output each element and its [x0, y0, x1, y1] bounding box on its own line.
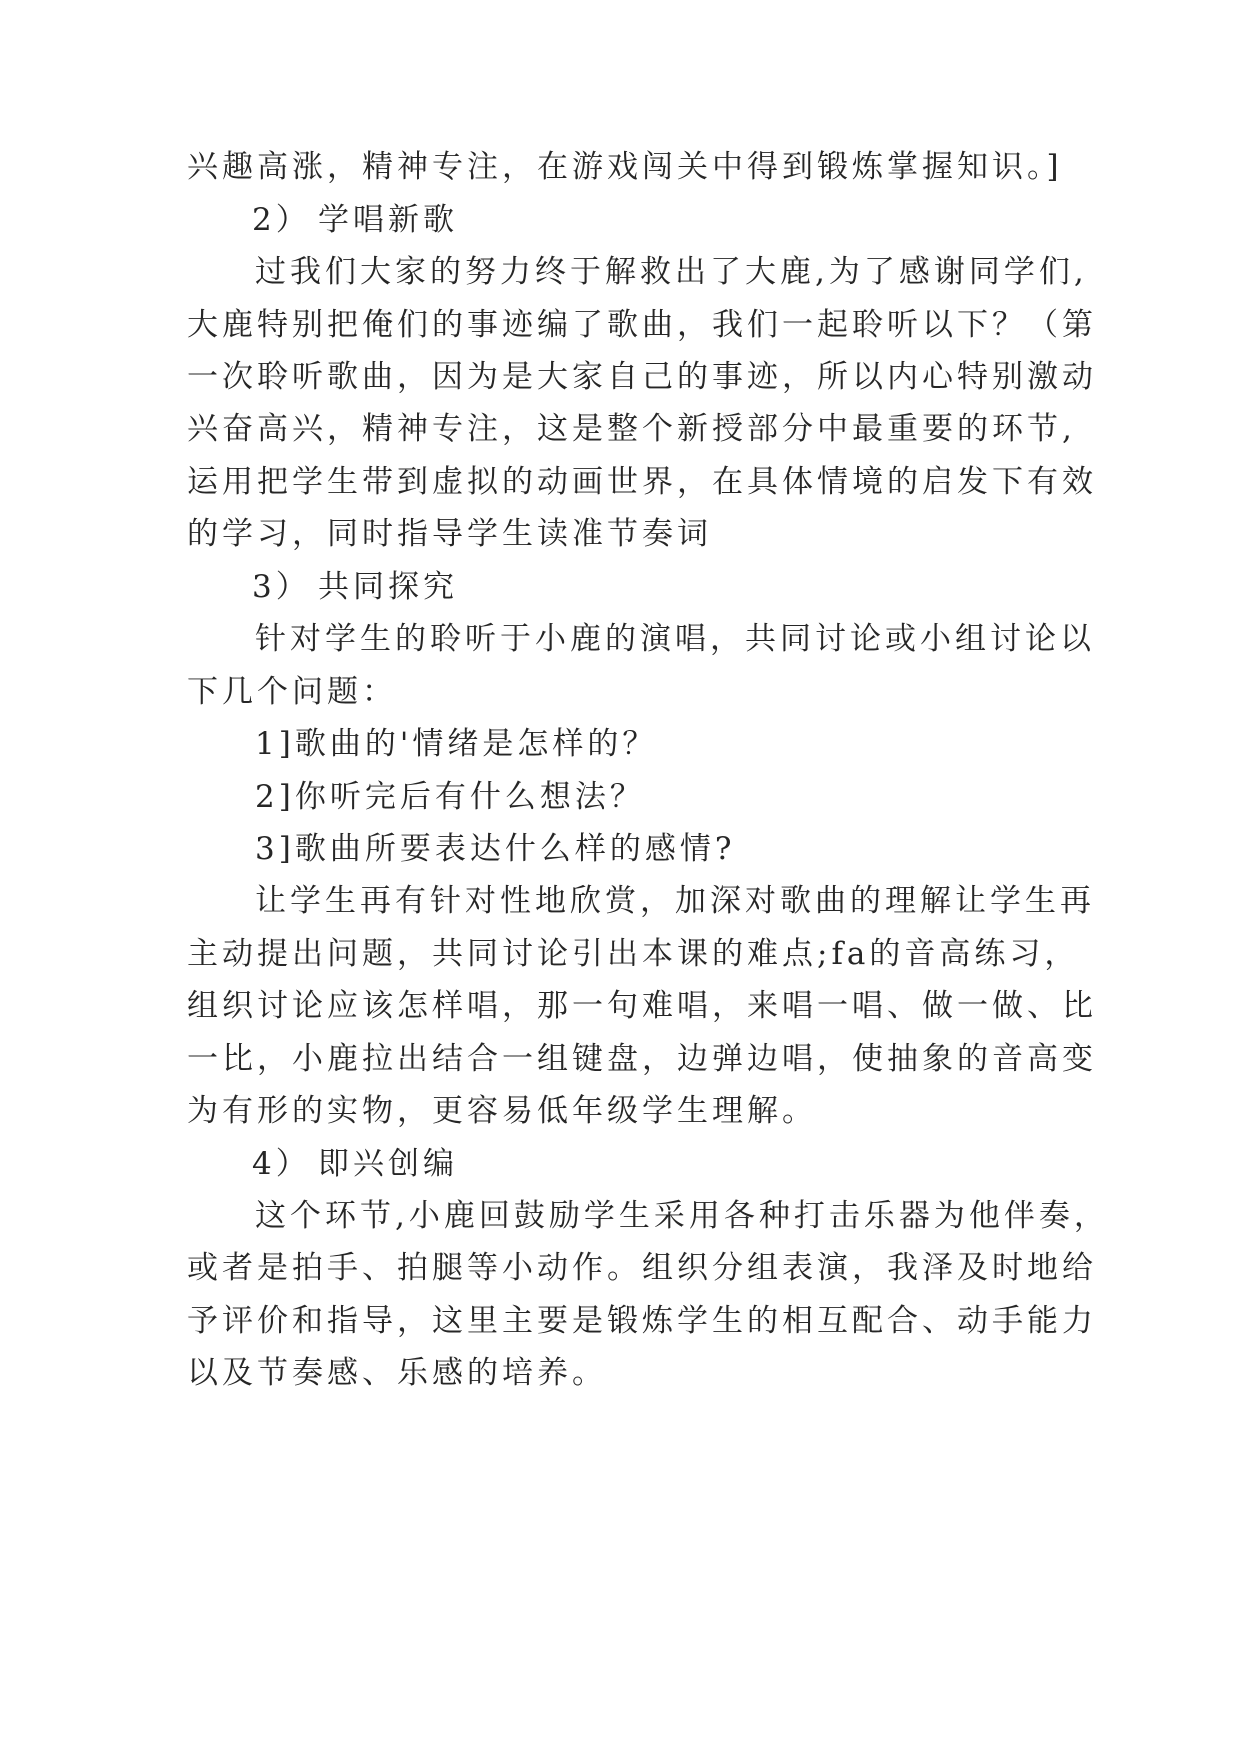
section-heading-4: [252, 1144, 458, 1184]
paragraph-line: 主动提出问题，共同讨论引出本课的难点;fa的音高练习，: [187, 936, 1080, 972]
section-title: 学唱新歌: [318, 202, 458, 238]
list-item: 2]你听完后有什么想法？: [255, 779, 645, 815]
section-number: 3）: [252, 569, 311, 605]
paragraph-line: 让学生再有针对性地欣赏，加深对歌曲的理解让学生再: [255, 883, 1095, 919]
paragraph-line: 大鹿特别把俺们的事迹编了歌曲，我们一起聆听以下？（第: [187, 307, 1097, 343]
paragraph-line: 组织讨论应该怎样唱，那一句难唱，来唱一唱、做一做、比: [187, 988, 1097, 1024]
section-title: 即兴创编: [318, 1146, 458, 1182]
paragraph-line: 兴趣高涨，精神专注，在游戏闯关中得到锻炼掌握知识。]: [187, 149, 1063, 185]
section-heading-2: [252, 200, 458, 240]
paragraph-line: 这个环节,小鹿回鼓励学生采用各种打击乐器为他伴奏，: [255, 1198, 1109, 1234]
paragraph-line: 下几个问题：: [187, 674, 397, 710]
section-number: 4）: [252, 1146, 311, 1182]
section-heading-3: [252, 567, 458, 607]
paragraph-line: 一比，小鹿拉出结合一组键盘，边弹边唱，使抽象的音高变: [187, 1041, 1097, 1077]
list-item: 3]歌曲所要表达什么样的感情?: [255, 831, 736, 867]
paragraph-line: 运用把学生带到虚拟的动画世界，在具体情境的启发下有效: [187, 464, 1097, 500]
paragraph-line: 过我们大家的努力终于解救出了大鹿,为了感谢同学们,: [255, 254, 1088, 290]
paragraph-line: 予评价和指导，这里主要是锻炼学生的相互配合、动手能力: [187, 1303, 1097, 1339]
paragraph-line: 针对学生的聆听于小鹿的演唱，共同讨论或小组讨论以: [255, 621, 1095, 657]
list-item: 1]歌曲的'情绪是怎样的？: [255, 726, 658, 762]
section-title: 共同探究: [318, 569, 458, 605]
paragraph-line: 兴奋高兴，精神专注，这是整个新授部分中最重要的环节,: [187, 411, 1076, 447]
paragraph-line: 以及节奏感、乐感的培养。: [187, 1355, 607, 1391]
paragraph-line: 一次聆听歌曲，因为是大家自己的事迹，所以内心特别激动: [187, 359, 1097, 395]
paragraph-line: 的学习，同时指导学生读准节奏词: [187, 516, 712, 552]
paragraph-line: 为有形的实物，更容易低年级学生理解。: [187, 1093, 817, 1129]
section-number: 2）: [252, 202, 311, 238]
paragraph-line: 或者是拍手、拍腿等小动作。组织分组表演，我泽及时地给: [187, 1250, 1097, 1286]
